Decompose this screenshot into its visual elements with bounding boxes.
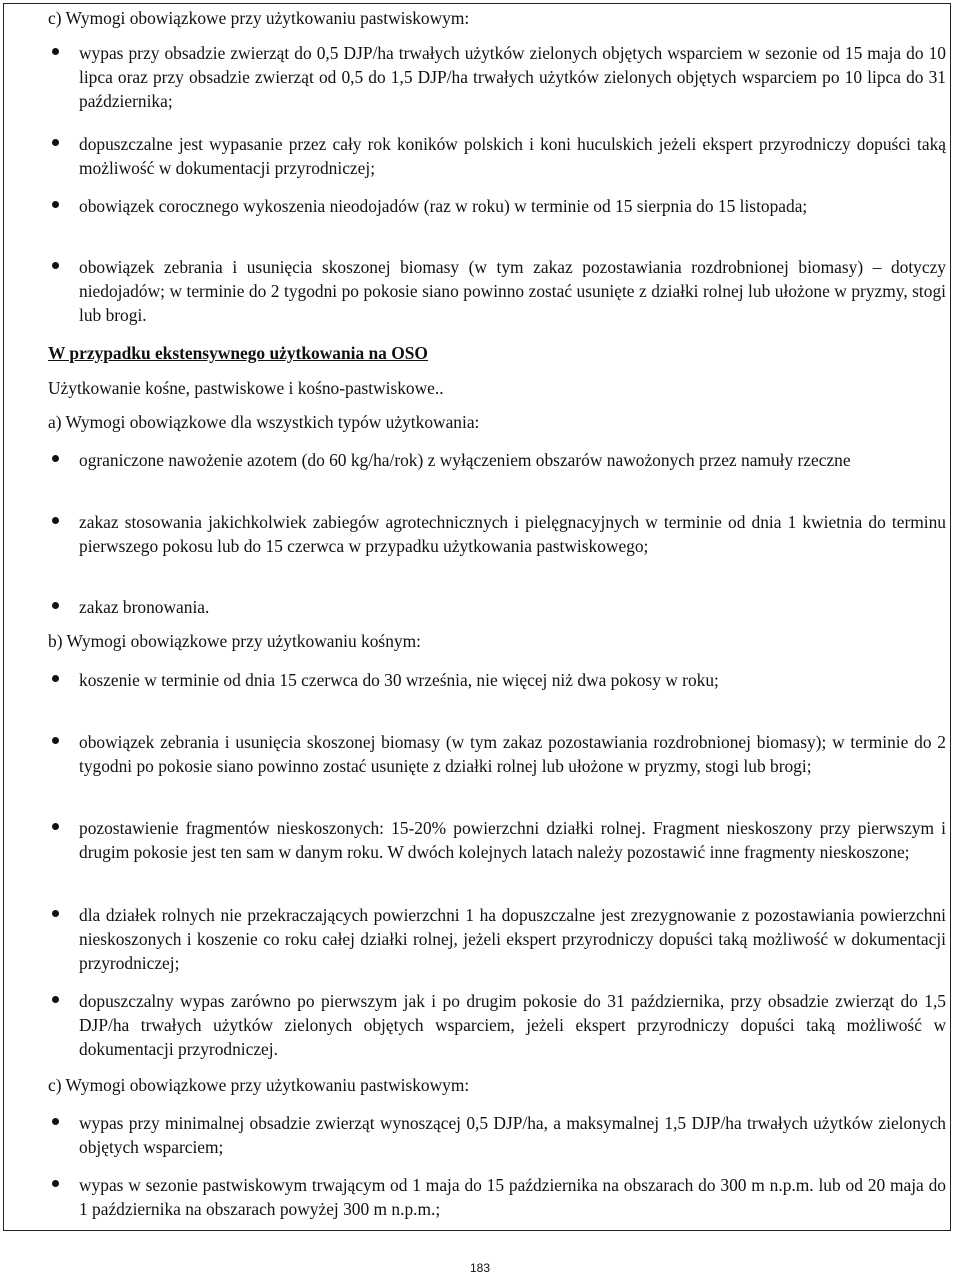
list-item: dopuszczalny wypas zarówno po pierwszym jak i po drugim pokosie do 31 października, przy obsadzie zwierząt do 1,5 DJP/ha trwałych użytków zielonych objętych wsparciem, jeżeli ekspert przyrodniczy dopuści taką możliwość w dokumentacji przyrodniczej. [79, 991, 946, 1059]
bullet-icon [52, 201, 59, 208]
bullet-icon [52, 602, 59, 609]
list-item: wypas przy minimalnej obsadzie zwierząt wynoszącej 0,5 DJP/ha, a maksymalnej 1,5 DJP/ha trwałych użytków zielonych objętych wsparciem; [79, 1113, 946, 1157]
list-item: zakaz bronowania. [79, 597, 210, 617]
bullet-icon [52, 910, 59, 917]
bullet-icon [52, 675, 59, 682]
list-item: koszenie w terminie od dnia 15 czerwca do 30 września, nie więcej niż dwa pokosy w roku; [79, 670, 719, 690]
list-item: wypas przy obsadzie zwierząt do 0,5 DJP/ha trwałych użytków zielonych objętych wsparciem w sezonie od 15 maja do 10 lipca oraz przy obsadzie zwierząt od 0,5 do 1,5 DJP/ha trwałych użytków zielonych objętych wsparciem po 10 lipca do 31 października; [79, 43, 946, 111]
bullet-icon [52, 737, 59, 744]
list-item: wypas w sezonie pastwiskowym trwającym od 1 maja do 15 października na obszarach do 300 m n.p.m. lub od 20 maja do 1 października na obszarach powyżej 300 m n.p.m.; [79, 1175, 946, 1219]
list-item: obowiązek zebrania i usunięcia skoszonej biomasy (w tym zakaz pozostawiania rozdrobnionej biomasy); w terminie do 2 tygodni po pokosie siano powinno zostać usunięte z działki rolnej lub ułożone w pryzmy, stogi lub brogi; [79, 732, 946, 776]
section-heading-a: a) Wymogi obowiązkowe dla wszystkich typów użytkowania: [48, 412, 480, 432]
section-heading-c: c) Wymogi obowiązkowe przy użytkowaniu pastwiskowym: [48, 1075, 470, 1095]
oso-subtitle: Użytkowanie kośne, pastwiskowe i kośno-pastwiskowe.. [48, 378, 444, 398]
bullet-icon [52, 517, 59, 524]
list-item: dopuszczalne jest wypasanie przez cały rok koników polskich i koni huculskich jeżeli ekspert przyrodniczy dopuści taką możliwość w dokumentacji przyrodniczej; [79, 134, 946, 178]
page-number: 183 [469, 1261, 491, 1275]
oso-heading: W przypadku ekstensywnego użytkowania na OSO [48, 343, 428, 363]
list-item: obowiązek corocznego wykoszenia nieodojadów (raz w roku) w terminie od 15 sierpnia do 15 listopada; [79, 196, 808, 216]
bullet-icon [52, 1180, 59, 1187]
list-item: dla działek rolnych nie przekraczających powierzchni 1 ha dopuszczalne jest zrezygnowanie z pozostawiania powierzchni nieskoszonych i koszenie co roku całej działki rolnej, jeżeli ekspert przyrodniczy dopuści taką możliwość w dokumentacji przyrodniczej; [79, 905, 946, 973]
list-item: pozostawienie fragmentów nieskoszonych: 15-20% powierzchni działki rolnej. Fragment nieskoszony przy pierwszym i drugim pokosie jest ten sam w danym roku. W dwóch kolejnych latach należy pozostawić inne fragmenty nieskoszone; [79, 818, 946, 862]
bullet-icon [52, 996, 59, 1003]
list-item: zakaz stosowania jakichkolwiek zabiegów agrotechnicznych i pielęgnacyjnych w terminie od dnia 1 kwietnia do terminu pierwszego pokosu lub do 15 czerwca w przypadku użytkowania pastwiskowego; [79, 512, 946, 556]
bullet-icon [52, 139, 59, 146]
section-heading-b: b) Wymogi obowiązkowe przy użytkowaniu kośnym: [48, 631, 421, 651]
list-item: obowiązek zebrania i usunięcia skoszonej biomasy (w tym zakaz pozostawiania rozdrobnionej biomasy) – dotyczy niedojadów; w terminie do 2 tygodni po pokosie siano powinno zostać usunięte z działki rolnej lub ułożone w pryzmy, stogi lub brogi. [79, 257, 946, 325]
section-heading-pasture: c) Wymogi obowiązkowe przy użytkowaniu pastwiskowym: [48, 8, 470, 28]
bullet-icon [52, 455, 59, 462]
bullet-icon [52, 823, 59, 830]
bullet-icon [52, 262, 59, 269]
bullet-icon [52, 1118, 59, 1125]
bullet-icon [52, 48, 59, 55]
list-item: ograniczone nawożenie azotem (do 60 kg/ha/rok) z wyłączeniem obszarów nawożonych przez namuły rzeczne [79, 450, 851, 470]
